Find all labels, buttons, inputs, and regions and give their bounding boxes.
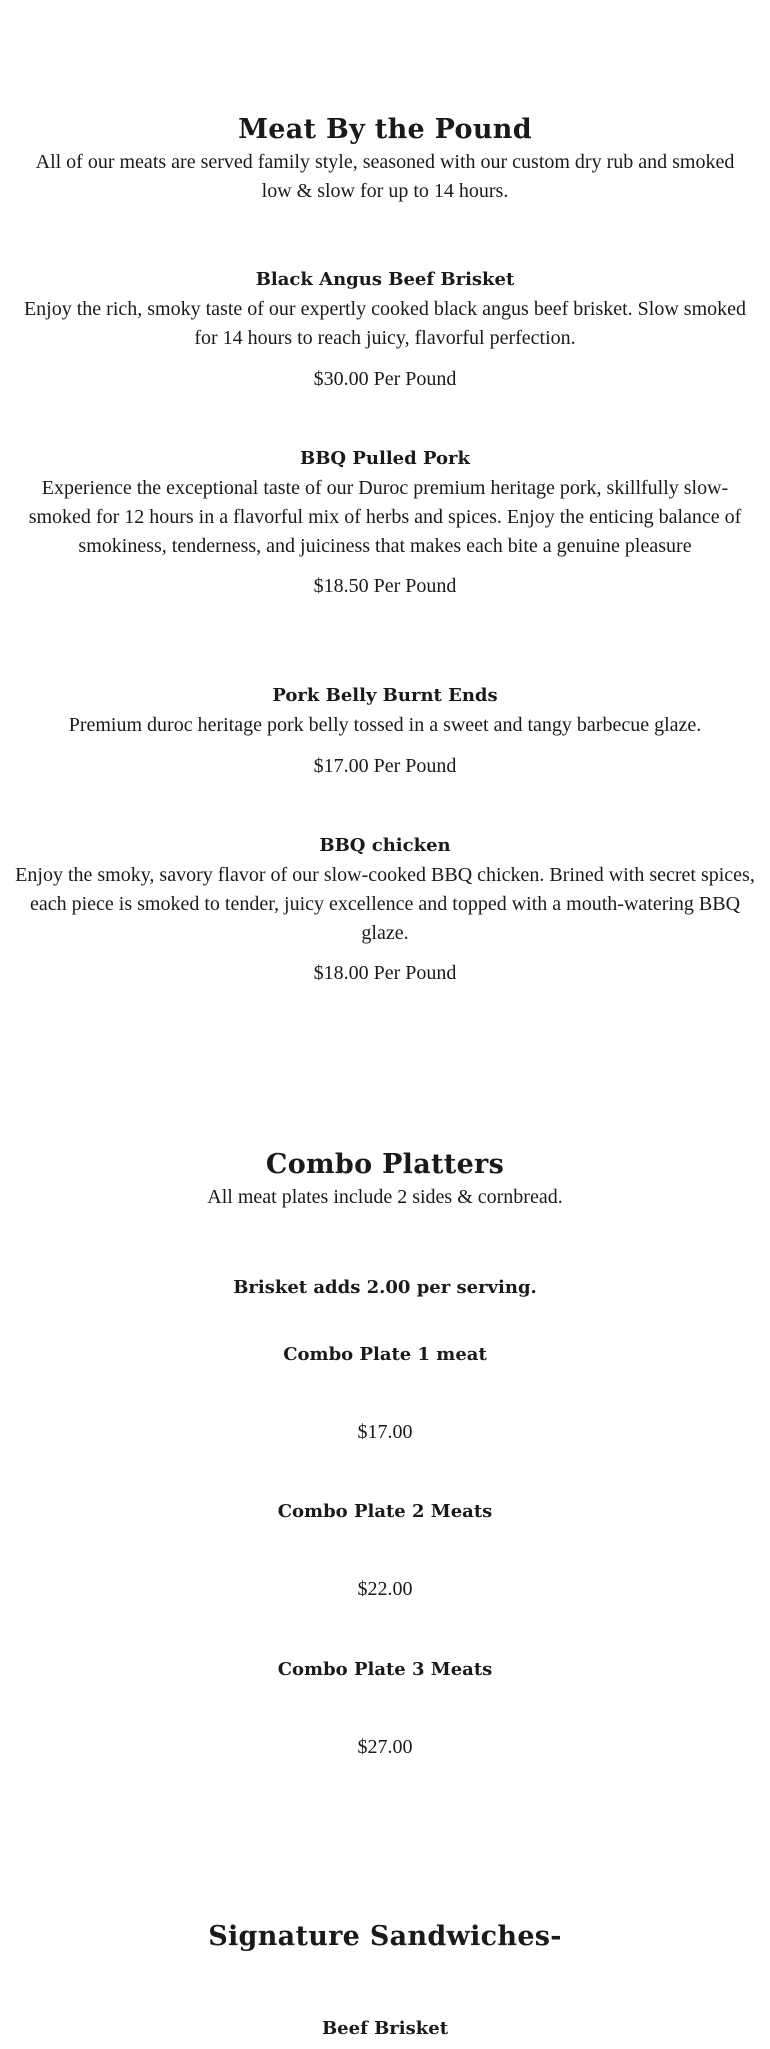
combo-plate-2-name [0, 1499, 770, 1525]
combo-plate-1-name [0, 1342, 770, 1368]
combo-plate-1-price: $17.00 [357, 1421, 413, 1443]
item-description: Premium duroc heritage pork belly tossed in a sweet and tangy barbecue glaze. [68, 714, 702, 736]
item-name: Pork Belly Burnt Ends [272, 685, 498, 706]
item-name: BBQ Pulled Pork [300, 448, 470, 469]
meat-by-the-pound-header [0, 113, 770, 205]
section-title: Combo Platters [265, 1149, 505, 1180]
combo-platters-header [0, 1148, 770, 1212]
item-name: BBQ chicken [319, 835, 451, 856]
section-title: Signature Sandwiches- [208, 1921, 562, 1952]
menu-item-black-angus-beef-brisket [0, 267, 770, 393]
item-name: Combo Plate 1 meat [283, 1344, 487, 1365]
item-description: Enjoy the smoky, savory flavor of our slow-cooked BBQ chicken. Brined with secret spices, each piece is smoked to tender, juicy excellence and topped with a mouth-watering BBQ glaze. [15, 864, 755, 944]
section-description: All meat plates include 2 sides & cornbread. [207, 1186, 563, 1208]
section-title: Meat By the Pound [238, 114, 532, 145]
menu-item-pork-belly-burnt-ends [0, 683, 770, 780]
combo-plate-3-name [0, 1657, 770, 1683]
menu-item-bbq-pulled-pork [0, 446, 770, 600]
item-price: $18.00 Per Pound [313, 962, 457, 985]
signature-sandwiches-header [0, 1920, 770, 1954]
item-name: Black Angus Beef Brisket [255, 269, 515, 290]
combo-note [0, 1275, 770, 1301]
combo-plate-3-price: $27.00 [357, 1736, 413, 1758]
section-description: All of our meats are served family style, seasoned with our custom dry rub and smoked low & slow for up to 14 hours. [35, 151, 735, 202]
item-price: $30.00 Per Pound [313, 367, 457, 390]
menu-item-bbq-chicken [0, 833, 770, 987]
item-name: Combo Plate 2 Meats [277, 1501, 493, 1522]
item-price: $18.50 Per Pound [313, 575, 457, 598]
combo-note-text: Brisket adds 2.00 per serving. [233, 1277, 537, 1298]
item-name: Combo Plate 3 Meats [277, 1659, 493, 1680]
item-name: Beef Brisket [321, 2018, 449, 2039]
item-description: Enjoy the rich, smoky taste of our expertly cooked black angus beef brisket. Slow smoked for 14 hours to reach juicy, flavorful perfection. [23, 298, 747, 349]
combo-plate-2-price: $22.00 [357, 1578, 413, 1600]
item-price: $17.00 Per Pound [313, 754, 457, 777]
menu-item-beef-brisket [0, 2016, 770, 2042]
item-description: Experience the exceptional taste of our Duroc premium heritage pork, skillfully slow-smoked for 12 hours in a flavorful mix of herbs and spices. Enjoy the enticing balance of smokiness, tenderness, and juiciness that makes each bite a genuine pleasure [28, 477, 742, 557]
